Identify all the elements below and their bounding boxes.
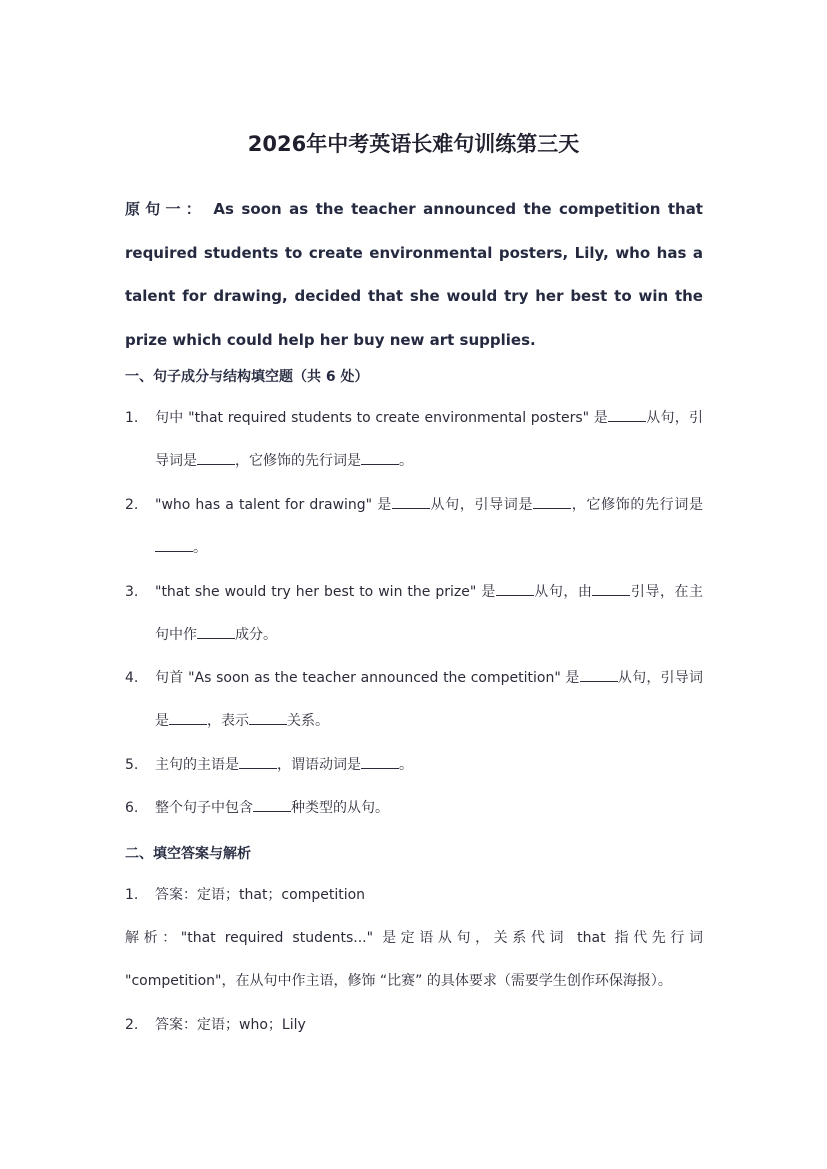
- analysis-paragraph: 解析："that required students..." 是定语从句，关系代词 that 指代先行词 "competition"，在从句中作主语，修饰 “比赛” 的具体要求（需要学生创作环保海报）。: [125, 930, 703, 989]
- answer-blank[interactable]: [249, 710, 287, 725]
- answer-blank[interactable]: [197, 450, 235, 465]
- question-item-3: [125, 571, 703, 657]
- answer-blank[interactable]: [197, 624, 235, 639]
- question-text: ，谓语动词是: [277, 757, 361, 773]
- question-text: 引导，在主句中作: [155, 584, 703, 643]
- section-1-heading: 一、句子成分与结构填空题（共 6 处）: [125, 369, 369, 385]
- answer-blank[interactable]: [169, 710, 207, 725]
- question-item-6: [125, 787, 703, 830]
- answer-number: 2.: [125, 1017, 139, 1033]
- question-text: 从句，引导词是: [155, 670, 703, 729]
- page-title: 2026年中考英语长难句训练第三天: [247, 132, 580, 156]
- section-2-heading: 二、填空答案与解析: [125, 846, 251, 862]
- question-item-5: [125, 744, 703, 787]
- question-text: 种类型的从句。: [291, 800, 389, 816]
- answer-blank[interactable]: [361, 754, 399, 769]
- question-text: 主句的主语是: [155, 757, 239, 773]
- answer-blank[interactable]: [253, 797, 291, 812]
- answer-blank[interactable]: [392, 494, 430, 509]
- question-text: ，它修饰的先行词是: [235, 453, 361, 469]
- original-sentence-label: 原句一：: [125, 200, 206, 218]
- question-item-4: [125, 657, 703, 743]
- question-text: 。: [399, 757, 413, 773]
- question-item-1: [125, 397, 703, 483]
- answer-blank[interactable]: [361, 450, 399, 465]
- question-text: 从句，引导词是: [429, 497, 534, 513]
- answer-blank[interactable]: [592, 581, 630, 596]
- answer-blank[interactable]: [608, 407, 646, 422]
- question-text: 从句，引导词是: [155, 410, 704, 469]
- answer-blank[interactable]: [155, 537, 193, 552]
- answer-blank[interactable]: [496, 581, 534, 596]
- question-number: 5.: [125, 757, 139, 773]
- original-sentence-text: As soon as the teacher announced the competition that required students to create environmental posters, Lily, who has a talent for drawing, decided that she would try her best to win the prize which could help her buy new art supplies.: [125, 200, 703, 349]
- answer-blank[interactable]: [239, 754, 277, 769]
- answer-item-2: [125, 1004, 703, 1047]
- answer-number: 1.: [125, 887, 139, 903]
- question-text: 关系。: [287, 713, 329, 729]
- answer-blank[interactable]: [533, 494, 571, 509]
- question-text: "who has a talent for drawing" 是: [155, 497, 392, 513]
- question-text: 句首 "As soon as the teacher announced the competition" 是: [155, 670, 580, 686]
- question-number: 2.: [125, 497, 139, 513]
- answer-text: 答案：定语；that；competition: [155, 887, 366, 903]
- answer-text: 答案：定语；who；Lily: [155, 1017, 306, 1033]
- answer-item-1: [125, 874, 703, 917]
- question-number: 6.: [125, 800, 139, 816]
- original-sentence: [125, 188, 703, 362]
- question-number: 1.: [125, 410, 139, 426]
- question-text: 。: [399, 453, 413, 469]
- question-text: 从句，由: [533, 584, 593, 600]
- question-text: ，它修饰的先行词是: [571, 497, 703, 513]
- question-text: 成分。: [235, 627, 277, 643]
- question-text: "that she would try her best to win the prize" 是: [155, 584, 496, 600]
- question-number: 4.: [125, 670, 139, 686]
- question-item-2: [125, 484, 703, 570]
- question-number: 3.: [125, 584, 139, 600]
- question-text: ，表示: [207, 713, 249, 729]
- question-text: 整个句子中包含: [155, 800, 253, 816]
- question-text: 句中 "that required students to create environmental posters" 是: [155, 410, 609, 426]
- answer-blank[interactable]: [580, 667, 618, 682]
- question-text: 。: [193, 540, 207, 556]
